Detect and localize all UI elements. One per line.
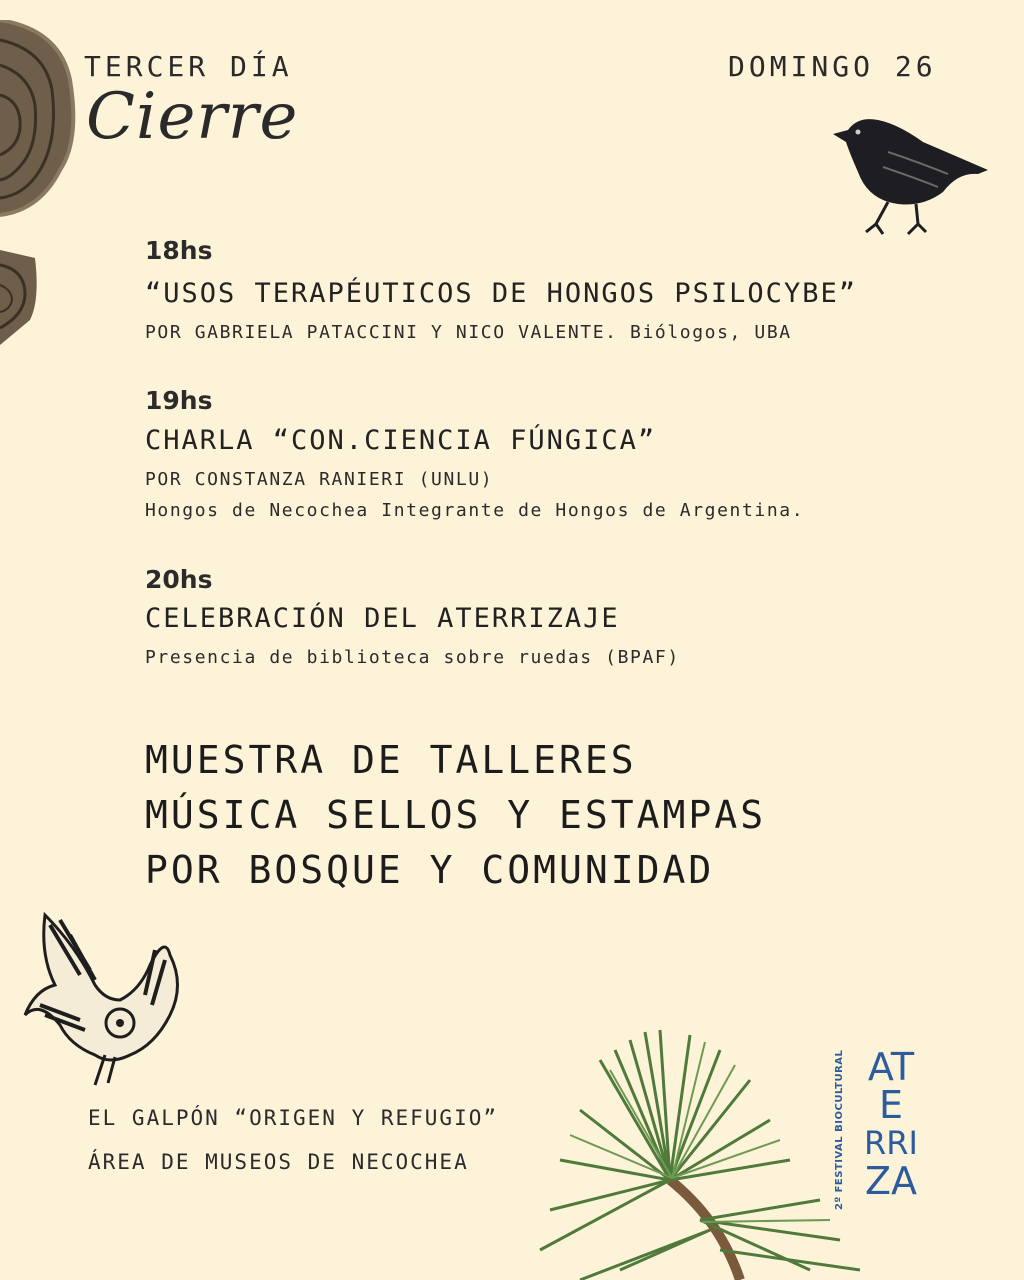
wood-slice-illustration [0, 20, 80, 220]
date-label: DOMINGO 26 [728, 50, 937, 83]
schedule-time: 18hs [145, 236, 213, 265]
venue-line: EL GALPÓN “ORIGEN Y REFUGIO” [88, 1106, 499, 1130]
schedule-time: 20hs [145, 565, 213, 594]
brand-letters-line: E [878, 1083, 903, 1127]
brand-side-text [832, 1050, 854, 1210]
schedule-time: 19hs [145, 386, 213, 415]
highlight-block [145, 733, 766, 898]
highlight-line: MÚSICA SELLOS Y ESTAMPAS [145, 793, 767, 837]
wood-slice-small-illustration [0, 250, 40, 350]
schedule-detail: POR CONSTANZA RANIERI (UNLU) [145, 469, 494, 490]
script-title: Cierre [86, 80, 299, 154]
day-label: TERCER DÍA [84, 50, 293, 83]
flying-bird-illustration [20, 905, 190, 1095]
venue-line: ÁREA DE MUSEOS DE NECOCHEA [88, 1150, 469, 1174]
brand-logo [856, 1045, 926, 1203]
schedule-title: “USOS TERAPÉUTICOS DE HONGOS PSILOCYBE” [145, 278, 857, 309]
brand-letters-line: AT [867, 1045, 915, 1089]
brand-side-label: 2º FESTIVAL BIOCULTURAL [834, 1049, 845, 1210]
schedule-title: CELEBRACIÓN DEL ATERRIZAJE [145, 603, 620, 634]
highlight-line: MUESTRA DE TALLERES [145, 738, 637, 782]
schedule-detail: POR GABRIELA PATACCINI Y NICO VALENTE. Biólogos, UBA [145, 322, 792, 343]
schedule-detail: Hongos de Necochea Integrante de Hongos de Argentina. [145, 500, 805, 521]
schedule-title: CHARLA “CON.CIENCIA FÚNGICA” [145, 425, 657, 456]
brand-letters-line: RRI [864, 1124, 918, 1162]
schedule-detail: Presencia de biblioteca sobre ruedas (BPAF) [145, 647, 680, 668]
highlight-line: POR BOSQUE Y COMUNIDAD [145, 848, 715, 892]
venue-block [88, 1096, 498, 1184]
bird-illustration [828, 112, 998, 242]
brand-letters-line: ZA [864, 1159, 918, 1203]
